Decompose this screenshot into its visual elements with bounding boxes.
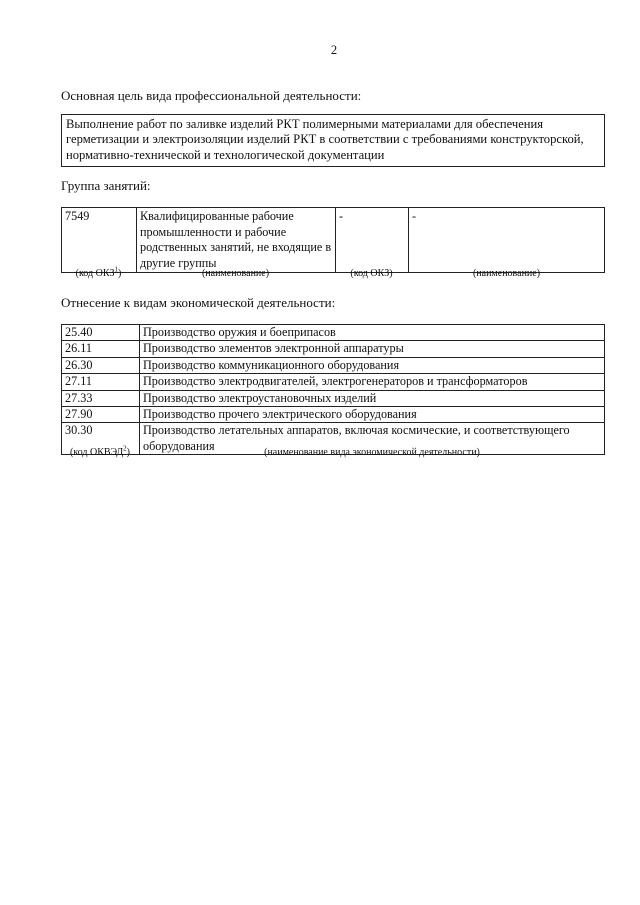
table-row bbox=[62, 374, 605, 390]
activity-name-cell: Производство электродвигателей, электрогенераторов и трансформаторов bbox=[140, 374, 605, 390]
activity-name-cell: Производство летательных аппаратов, включая космические, и соответствующего оборудования bbox=[140, 423, 605, 455]
caption-name-2: (наименование) bbox=[472, 268, 541, 279]
activity-name-cell: Производство прочего электрического оборудования bbox=[140, 407, 605, 423]
occupation-group-captions bbox=[61, 265, 605, 279]
table-row bbox=[62, 208, 605, 273]
okz-code-cell: 7549 bbox=[62, 208, 137, 273]
caption-name: (наименование) bbox=[201, 268, 270, 279]
okved-code-cell: 27.90 bbox=[62, 407, 140, 423]
economic-activities-captions bbox=[61, 444, 605, 458]
okved-code-cell: 27.11 bbox=[62, 374, 140, 390]
occupation-name-2-cell: - bbox=[409, 208, 605, 273]
activity-name-cell: Производство коммуникационного оборудования bbox=[140, 357, 605, 373]
page-number: 2 bbox=[330, 43, 338, 57]
okved-code-cell: 27.33 bbox=[62, 390, 140, 406]
okved-code-cell: 26.11 bbox=[62, 341, 140, 357]
economic-activities-table bbox=[61, 324, 605, 455]
caption-okz-code-2: (код ОКЗ) bbox=[350, 268, 393, 279]
okz-code-2-cell: - bbox=[336, 208, 409, 273]
caption-okz-code: (код ОКЗ$^1$) bbox=[75, 265, 122, 279]
economic-activities-heading: Отнесение к видам экономической деятельности: bbox=[61, 295, 336, 310]
caption-activity-name: (наименование вида экономической деятельности) bbox=[264, 447, 480, 458]
okved-code-cell: 25.40 bbox=[62, 325, 140, 341]
activity-name-cell: Производство электроустановочных изделий bbox=[140, 390, 605, 406]
activity-name-cell: Производство оружия и боеприпасов bbox=[140, 325, 605, 341]
goal-text-box: Выполнение работ по заливке изделий РКТ полимерными материалами для обеспечения герметизации и электроизоляции изделий РКТ в соответствии с требованиями конструкторской, нормативно-технической и технологической документации bbox=[61, 114, 605, 167]
table-row bbox=[62, 357, 605, 373]
activity-name-cell: Производство элементов электронной аппаратуры bbox=[140, 341, 605, 357]
occupation-group-table bbox=[61, 207, 605, 273]
okved-code-cell: 30.30 bbox=[62, 423, 140, 455]
occupation-group-heading: Группа занятий: bbox=[61, 178, 151, 193]
goal-heading: Основная цель вида профессиональной деятельности: bbox=[61, 88, 362, 103]
okved-code-cell: 26.30 bbox=[62, 357, 140, 373]
table-row bbox=[62, 390, 605, 406]
occupation-name-cell: Квалифицированные рабочие промышленности и рабочие родственных занятий, не входящие в другие группы bbox=[137, 208, 336, 273]
table-row bbox=[62, 341, 605, 357]
table-row bbox=[62, 407, 605, 423]
caption-okved-code: (код ОКВЭД$^2$) bbox=[70, 444, 130, 458]
table-row bbox=[62, 325, 605, 341]
